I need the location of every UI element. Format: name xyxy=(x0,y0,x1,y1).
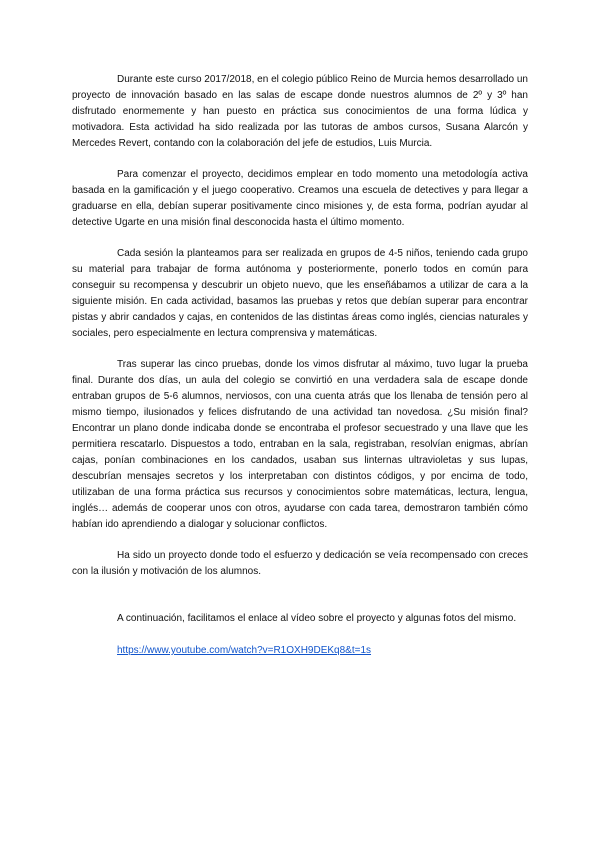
link-line xyxy=(72,643,528,659)
paragraph-intro: Durante este curso 2017/2018, en el colegio público Reino de Murcia hemos desarrollado un proyecto de innovación basado en las salas de escape donde nuestros alumnos de 2º y 3º han disfrutado enormemente y han puesto en práctica sus conocimientos de una forma lúdica y motivadora. Esta actividad ha sido realizada por las tutoras de ambos cursos, Susana Alarcón y Mercedes Revert, contando con la colaboración del jefe de estudios, Luis Murcia. xyxy=(72,74,528,149)
document-body xyxy=(72,72,528,659)
paragraph-final-test: Tras superar las cinco pruebas, donde los vimos disfrutar al máximo, tuvo lugar la prueba final. Durante dos días, un aula del colegio se convirtió en una verdadera sala de escape donde entraban grupos de 5-6 alumnos, nerviosos, con una cuenta atrás que los llenaba de tensión pero al mismo tiempo, ilusionados y felices disfrutando de una actividad tan novedosa. ¿Su misión final? Encontrar un plano donde indicaba donde se encontraba el profesor secuestrado y una llave que les permitiera rescatarlo. Dispuestos a todo, entraban en la sala, registraban, resolvían enigmas, abrían cajas, ponían combinaciones en los candados, usaban sus linternas ultravioletas y sus lupas, descubrían mensajes secretos y los interpretaban con distintos códigos, y por encima de todo, utilizaban de una forma práctica sus recursos y conocimientos sobre matemáticas, lectura, lengua, inglés… además de cooperar unos con otros, ayudarse con cada tarea, demostraron también cómo habían ido aprendiendo a dialogar y solucionar conflictos. xyxy=(72,359,528,530)
paragraph-sessions: Cada sesión la planteamos para ser realizada en grupos de 4-5 niños, teniendo cada grupo su material para trabajar de forma autónoma y posteriormente, ponerlo todos en común para conseguir su recompensa y descubrir un objeto nuevo, que les enseñábamos a utilizar de cara a la siguiente misión. En cada actividad, basamos las pruebas y retos que debían superar para encontrar pistas y abrir candados y cajas, en contenidos de las distintas áreas como inglés, ciencias naturales y sociales, pero especialmente en lectura comprensiva y matemáticas. xyxy=(72,248,528,339)
paragraph-methodology: Para comenzar el proyecto, decidimos emplear en todo momento una metodología activa basada en la gamificación y el juego cooperativo. Creamos una escuela de detectives y para llegar a graduarse en ella, debían superar positivamente cinco misiones y, de esta forma, podrían ayudar al detective Ugarte en una misión final desconocida hasta el último momento. xyxy=(72,169,528,228)
youtube-video-link[interactable]: https://www.youtube.com/watch?v=R1OXH9DEKq8&t=1s xyxy=(117,645,372,656)
paragraph-link-intro: A continuación, facilitamos el enlace al vídeo sobre el proyecto y algunas fotos del mismo. xyxy=(117,613,517,624)
paragraph-conclusion: Ha sido un proyecto donde todo el esfuerzo y dedicación se veía recompensado con creces con la ilusión y motivación de los alumnos. xyxy=(72,550,528,577)
